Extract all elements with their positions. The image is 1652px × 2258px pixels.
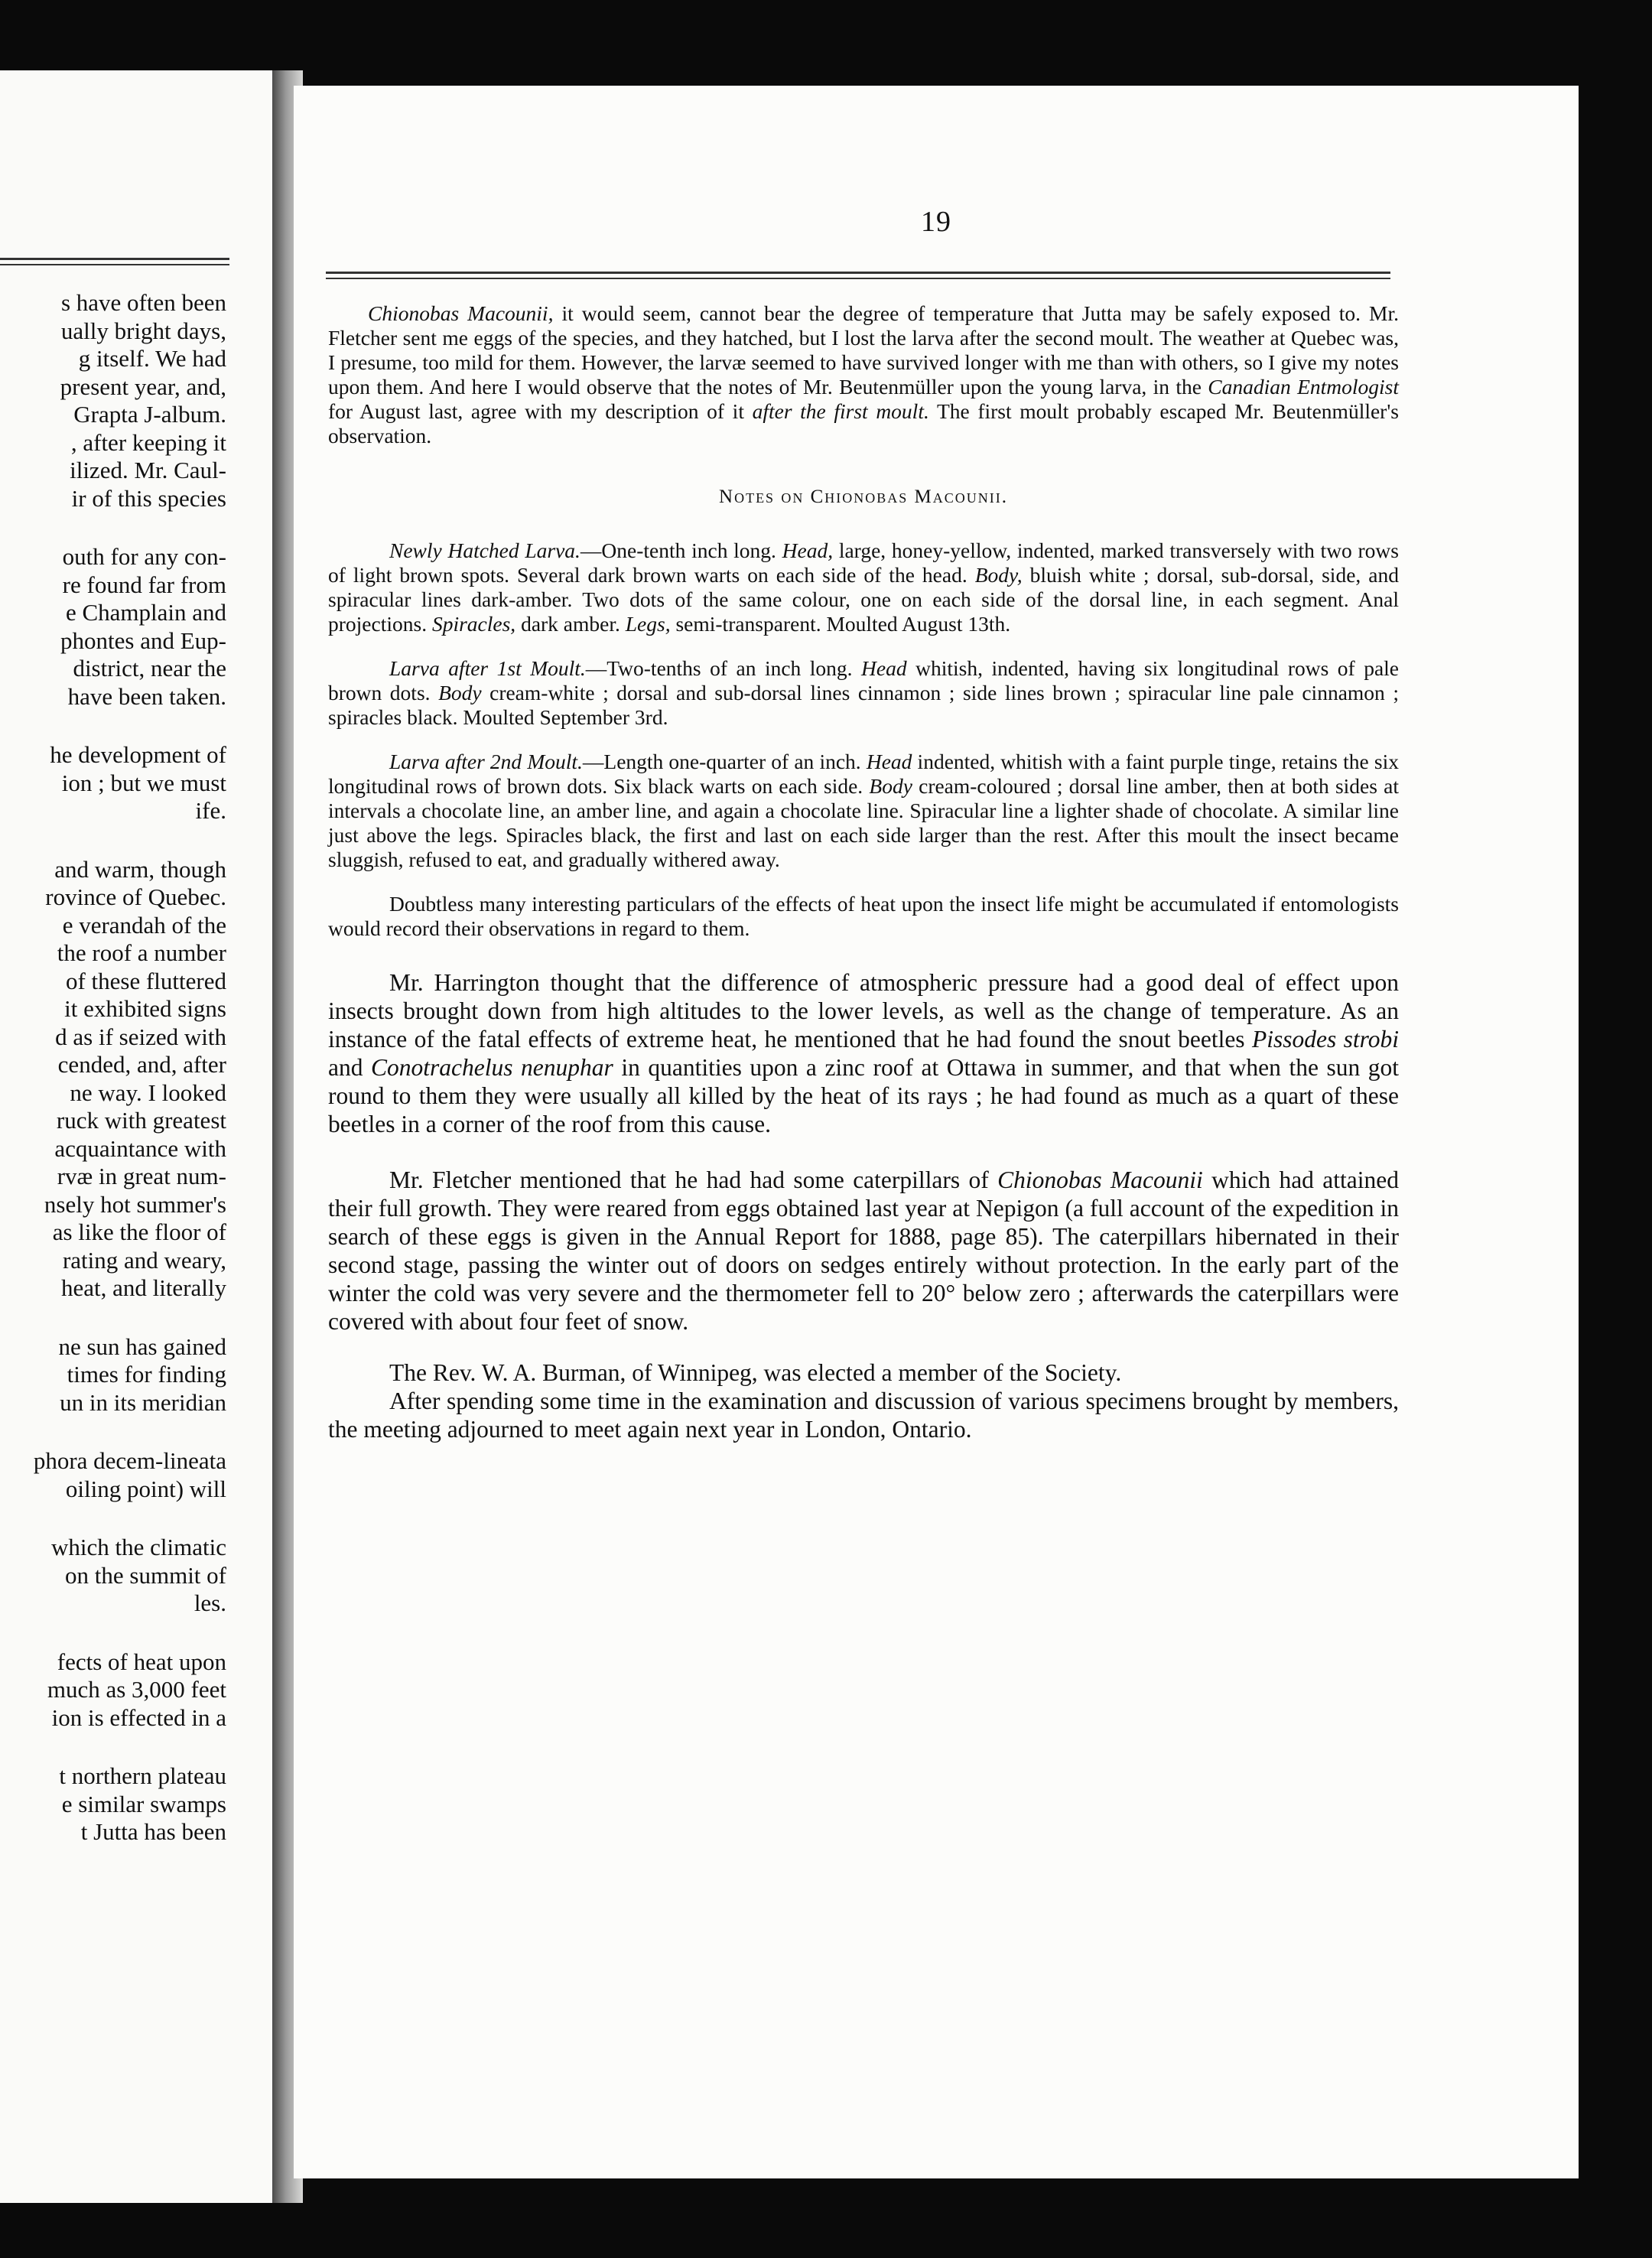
section-heading: Notes on Chionobas Macounii. xyxy=(719,486,1008,507)
left-page-line: have been taken. xyxy=(67,682,226,710)
left-page-line: heat, and literally xyxy=(60,1274,226,1301)
left-page-gap xyxy=(0,1503,226,1534)
paragraph-larva-second-moult: Larva after 2nd Moult.—Length one-quarter of an inch. Head indented, whitish with a faint purple tinge, retains the six longitudinal rows of brown dots. Six black warts on each side. Body cream-coloured ; dorsal line amber, then at both sides at intervals a chocolate line, an amber line, and again a chocolate line. Spiracular line a lighter shade of chocolate. A similar line just above the legs. Spiracles black, the first and last on each side larger than the rest. After this moult the insect became sluggish, refused to eat, and gradually withered away. xyxy=(328,750,1399,871)
left-page-line: ion ; but we must xyxy=(61,769,226,796)
left-page-line: ruck with greatest xyxy=(56,1107,226,1134)
left-page-gap xyxy=(0,1303,226,1333)
left-page-gap xyxy=(0,1618,226,1648)
left-page-line: e Champlain and xyxy=(65,599,226,626)
paragraph-meeting-adjourned: After spending some time in the examination and discussion of various specimens brought by members, the meeting adjourned to meet again next year in London, Ontario. xyxy=(328,1388,1399,1443)
left-page-line: outh for any con- xyxy=(62,543,226,570)
left-page-line: it exhibited signs xyxy=(64,995,226,1022)
left-page-rule xyxy=(0,258,229,260)
left-page-line: and warm, though xyxy=(54,855,226,883)
left-page-line: he development of xyxy=(50,741,226,768)
left-page-line: as like the floor of xyxy=(52,1218,226,1245)
left-page-line: on the summit of xyxy=(65,1561,226,1589)
left-page-line: phora decem-lineata xyxy=(33,1447,226,1474)
left-page-line: nsely hot summer's xyxy=(44,1190,226,1218)
left-page-line: phontes and Eup- xyxy=(60,626,226,654)
left-page-line: re found far from xyxy=(62,571,226,598)
left-page-line: t Jutta has been xyxy=(80,1818,226,1845)
left-page-line: much as 3,000 feet xyxy=(47,1676,226,1703)
main-page xyxy=(294,86,1579,2178)
left-page-gap xyxy=(0,1732,226,1762)
left-page-line: fects of heat upon xyxy=(57,1648,226,1675)
left-page-line: s have often been xyxy=(60,289,226,316)
paragraph-larva-first-moult: Larva after 1st Moult.—Two-tenths of an inch long. Head whitish, indented, having six longitudinal rows of pale brown dots. Body cream-white ; dorsal and sub-dorsal lines cinnamon ; side lines brown ; spiracular line pale cinnamon ; spiracles black. Moulted September 3rd. xyxy=(328,656,1400,729)
left-page-line: oiling point) will xyxy=(65,1475,226,1502)
left-page-line: Grapta J-album. xyxy=(73,401,226,428)
paragraph-harrington: Mr. Harrington thought that the difference of atmospheric pressure had a good deal of effect upon insects brought down from high altitudes to the lower levels, as well as the change of temperature. As an instance of the fatal effects of extreme heat, he mentioned that he had found the snout beetles Pissodes strobi and Conotrachelus nenuphar in quantities upon a zinc roof at Ottawa in summer, and that when the sun got round to them they were usually all killed by the heat of its rays ; he had found as much as a quart of these beetles in a corner of the roof from this cause. xyxy=(328,969,1400,1137)
left-page-line: g itself. We had xyxy=(78,345,226,372)
left-page-line: cended, and, after xyxy=(57,1051,226,1078)
left-page-line: un in its meridian xyxy=(60,1388,226,1416)
page-content xyxy=(328,301,1399,1443)
left-page-line: rating and weary, xyxy=(62,1246,226,1274)
species-name: Chionobas Macounii, xyxy=(368,301,554,325)
left-page-line: the roof a number xyxy=(57,939,226,966)
left-page-line: ilized. Mr. Caul- xyxy=(70,457,226,483)
left-page-line: d as if seized with xyxy=(55,1023,226,1050)
left-page-line: ir of this species xyxy=(71,484,226,512)
left-page-gap xyxy=(0,1417,226,1447)
left-page-line: rovince of Quebec. xyxy=(45,883,226,910)
left-page-line: ion is effected in a xyxy=(51,1703,226,1731)
left-page-gap xyxy=(0,711,226,741)
left-page-line: e similar swamps xyxy=(61,1790,226,1817)
left-page-text xyxy=(0,289,226,1846)
page-number: 19 xyxy=(921,206,951,238)
left-page-line: acquaintance with xyxy=(54,1134,226,1162)
left-page-line: of these fluttered xyxy=(65,967,226,994)
left-page-gap xyxy=(0,825,226,856)
left-page-line: , after keeping it xyxy=(70,428,226,456)
paragraph-newly-hatched-larva: Newly Hatched Larva.—One-tenth inch long. Head, large, honey-yellow, indented, marked transversely with two rows of light brown spots. Several dark brown warts on each side of the head. Body, bluish white ; dorsal, sub-dorsal, side, and spiracular lines dark-amber. Two dots of the same colour, one on each side of the dorsal line, in each segment. Anal projections. Spiracles, dark amber. Legs, semi-transparent. Moulted August 13th. xyxy=(328,538,1399,636)
left-page-gap xyxy=(0,512,226,543)
paragraph-fletcher: Mr. Fletcher mentioned that he had had some caterpillars of Chionobas Macounii which had attained their full growth. They were reared from eggs obtained last year at Nepigon (a full account of the expedition in search of these eggs is given in the Annual Report for 1888, page 85). The caterpillars hibernated in their second stage, passing the winter out of doors on sedges entirely without protection. In the early part of the winter the cold was very severe and the thermometer fell to 20° below zero ; afterwards the caterpillars were covered with about four feet of snow. xyxy=(328,1166,1399,1335)
left-page-line: ne way. I looked xyxy=(70,1079,226,1106)
left-page-line: e verandah of the xyxy=(62,911,226,939)
paragraph-chionobas-intro: Chionobas Macounii, it would seem, cannot bear the degree of temperature that Jutta may be safely exposed to. Mr. Fletcher sent me eggs of the species, and they hatched, but I lost the larva after the second moult. The weather at Quebec was, I presume, too mild for them. However, the larvæ seemed to have survived longer with me than with others, so I give my notes upon them. And here I would observe that the notes of Mr. Beutenmüller upon the young larva, in the Canadian Entmologist for August last, agree with my description of it after the first moult. The first moult probably escaped Mr. Beutenmüller's observation. xyxy=(328,301,1399,447)
left-page-line: present year, and, xyxy=(60,373,226,400)
header-rule xyxy=(326,272,1390,279)
paragraph-burman: The Rev. W. A. Burman, of Winnipeg, was elected a member of the Society. xyxy=(389,1359,1122,1386)
left-page-line: ne sun has gained xyxy=(58,1332,226,1360)
left-page-line: district, near the xyxy=(73,655,226,682)
left-page-line: times for finding xyxy=(67,1361,226,1388)
left-page-line: rvæ in great num- xyxy=(57,1163,226,1189)
left-page-line: t northern plateau xyxy=(59,1762,226,1789)
left-page-line: ually bright days, xyxy=(60,317,226,344)
left-page-fragment xyxy=(0,70,272,2203)
left-page-line: which the climatic xyxy=(51,1534,226,1560)
journal-title: Canadian Entmologist xyxy=(1208,375,1399,399)
left-page-line: les. xyxy=(193,1589,226,1616)
left-page-rule xyxy=(0,264,229,265)
left-page-line: ife. xyxy=(195,797,226,824)
paragraph-doubtless: Doubtless many interesting particulars of the effects of heat upon the insect life might be accumulated if entomologists would record their observations in regard to them. xyxy=(328,892,1399,940)
